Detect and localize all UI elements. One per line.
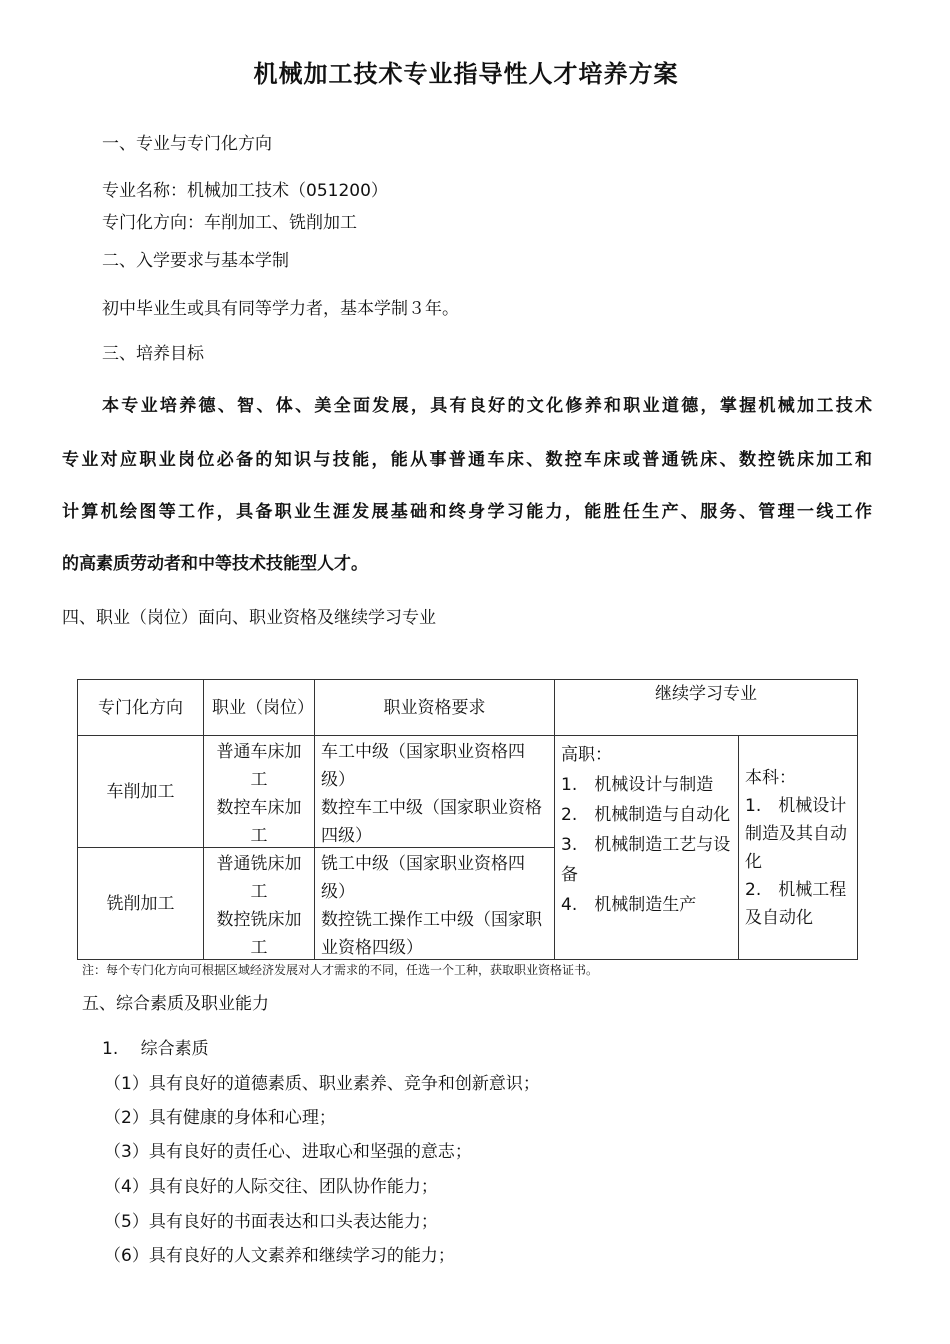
table-cell-undergraduate: 本科： 1. 机械设计制造及其自动化 2. 机械工程及自动化 — [739, 736, 858, 960]
table-cell-direction: 铣削加工 — [78, 848, 204, 960]
specialization: 专门化方向：车削加工、铣削加工 — [102, 213, 357, 233]
objective-line: 专业对应职业岗位必备的知识与技能，能从事普通车床、数控车床或普通铣床、数控铣床加工和 — [62, 450, 872, 470]
table-cell-qualifications: 车工中级（国家职业资格四级） 数控车工中级（国家职业资格四级） — [315, 736, 555, 848]
list-item: （2）具有健康的身体和心理； — [104, 1108, 336, 1128]
list-item: （3）具有良好的责任心、进取心和坚强的意志； — [104, 1142, 472, 1162]
table-note: 注：每个专门化方向可根据区域经济发展对人才需求的不同，任选一个工种，获取职业资格证书。 — [82, 963, 599, 977]
major-name: 专业名称：机械加工技术（051200） — [102, 181, 388, 201]
list-item: （1）具有良好的道德素质、职业素养、竞争和创新意识； — [104, 1074, 540, 1094]
list-item: （4）具有良好的人际交往、团队协作能力； — [104, 1177, 438, 1197]
table-cell-positions: 普通车床加工 数控车床加工 — [204, 736, 315, 848]
enrollment-text: 初中毕业生或具有同等学力者，基本学制３年。 — [102, 299, 459, 319]
subsection-heading-quality: 1. 综合素质 — [102, 1039, 209, 1059]
career-table — [77, 679, 858, 960]
objective-line: 计算机绘图等工作，具备职业生涯发展基础和终身学习能力，能胜任生产、服务、管理一线工作 — [62, 502, 872, 522]
document-title: 机械加工技术专业指导性人才培养方案 — [253, 60, 679, 88]
table-cell-qualifications: 铣工中级（国家职业资格四级） 数控铣工操作工中级（国家职业资格四级） — [315, 848, 555, 960]
section-heading-major: 一、专业与专门化方向 — [102, 134, 272, 154]
table-header: 职业（岗位） — [204, 680, 315, 736]
objective-line: 本专业培养德、智、体、美全面发展，具有良好的文化修养和职业道德，掌握机械加工技术 — [102, 396, 872, 416]
section-heading-competence: 五、综合素质及职业能力 — [82, 994, 269, 1014]
section-heading-objective: 三、培养目标 — [102, 344, 204, 364]
list-item: （6）具有良好的人文素养和继续学习的能力； — [104, 1246, 455, 1266]
table-header: 继续学习专业 — [555, 680, 858, 736]
section-heading-enrollment: 二、入学要求与基本学制 — [102, 251, 289, 271]
objective-line: 的高素质劳动者和中等技术技能型人才。 — [62, 554, 368, 574]
table-header: 专门化方向 — [78, 680, 204, 736]
table-cell-positions: 普通铣床加工 数控铣床加工 — [204, 848, 315, 960]
table-cell-higher-vocational: 高职： 1. 机械设计与制造 2. 机械制造与自动化 3. 机械制造工艺与设备 4. 机械制造生产 — [555, 736, 739, 960]
section-heading-career: 四、职业（岗位）面向、职业资格及继续学习专业 — [62, 608, 436, 628]
table-header: 职业资格要求 — [315, 680, 555, 736]
table-cell-direction: 车削加工 — [78, 736, 204, 848]
list-item: （5）具有良好的书面表达和口头表达能力； — [104, 1212, 438, 1232]
